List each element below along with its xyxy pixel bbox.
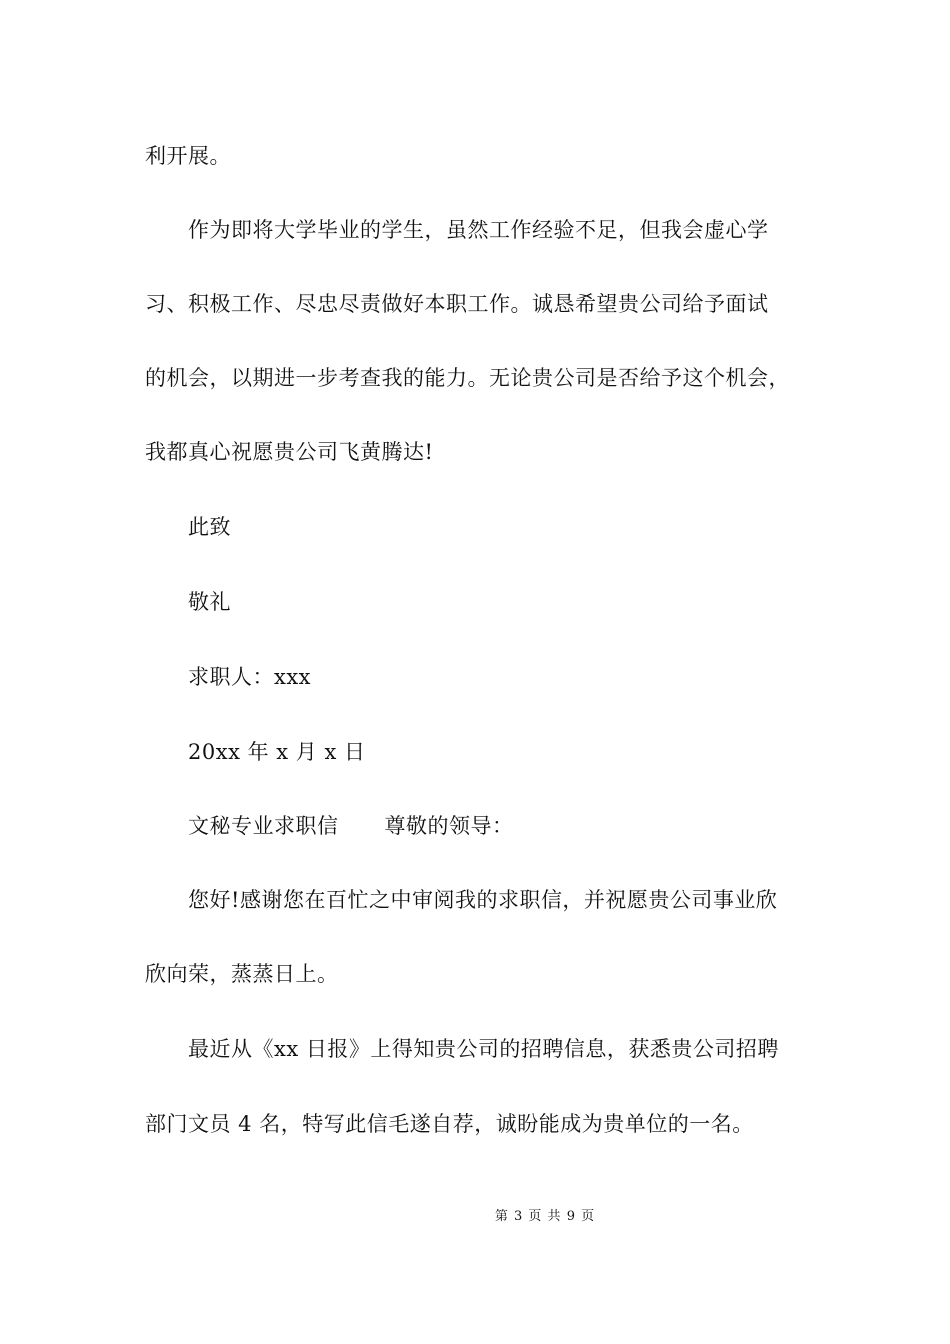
page-number: 第 3 页 共 9 页 [494, 1209, 596, 1224]
closing-regards: 敬礼 [188, 590, 231, 614]
signature-line: 求职人：xxx [188, 665, 312, 689]
paragraph-line: 最近从《xx 日报》上得知贵公司的招聘信息，获悉贵公司招聘 [188, 1037, 779, 1061]
date-line: 20xx 年 x 月 x 日 [188, 740, 366, 764]
greeting: 尊敬的领导： [384, 814, 514, 838]
paragraph-line: 利开展。 [145, 144, 231, 168]
paragraph-line: 您好!感谢您在百忙之中审阅我的求职信，并祝愿贵公司事业欣 [188, 888, 778, 912]
section-heading-line [188, 812, 514, 840]
closing-salutation: 此致 [188, 515, 231, 539]
paragraph-line: 作为即将大学毕业的学生，虽然工作经验不足，但我会虚心学 [188, 218, 769, 242]
paragraph-line: 习、积极工作、尽忠尽责做好本职工作。诚恳希望贵公司给予面试 [145, 292, 769, 316]
paragraph-line: 部门文员 4 名，特写此信毛遂自荐，诚盼能成为贵单位的一名。 [145, 1112, 754, 1136]
paragraph-line: 我都真心祝愿贵公司飞黄腾达! [145, 440, 434, 464]
section-title: 文秘专业求职信 [188, 814, 339, 838]
paragraph-line: 欣向荣，蒸蒸日上。 [145, 962, 339, 986]
paragraph-line: 的机会，以期进一步考查我的能力。无论贵公司是否给予这个机会， [145, 366, 790, 390]
